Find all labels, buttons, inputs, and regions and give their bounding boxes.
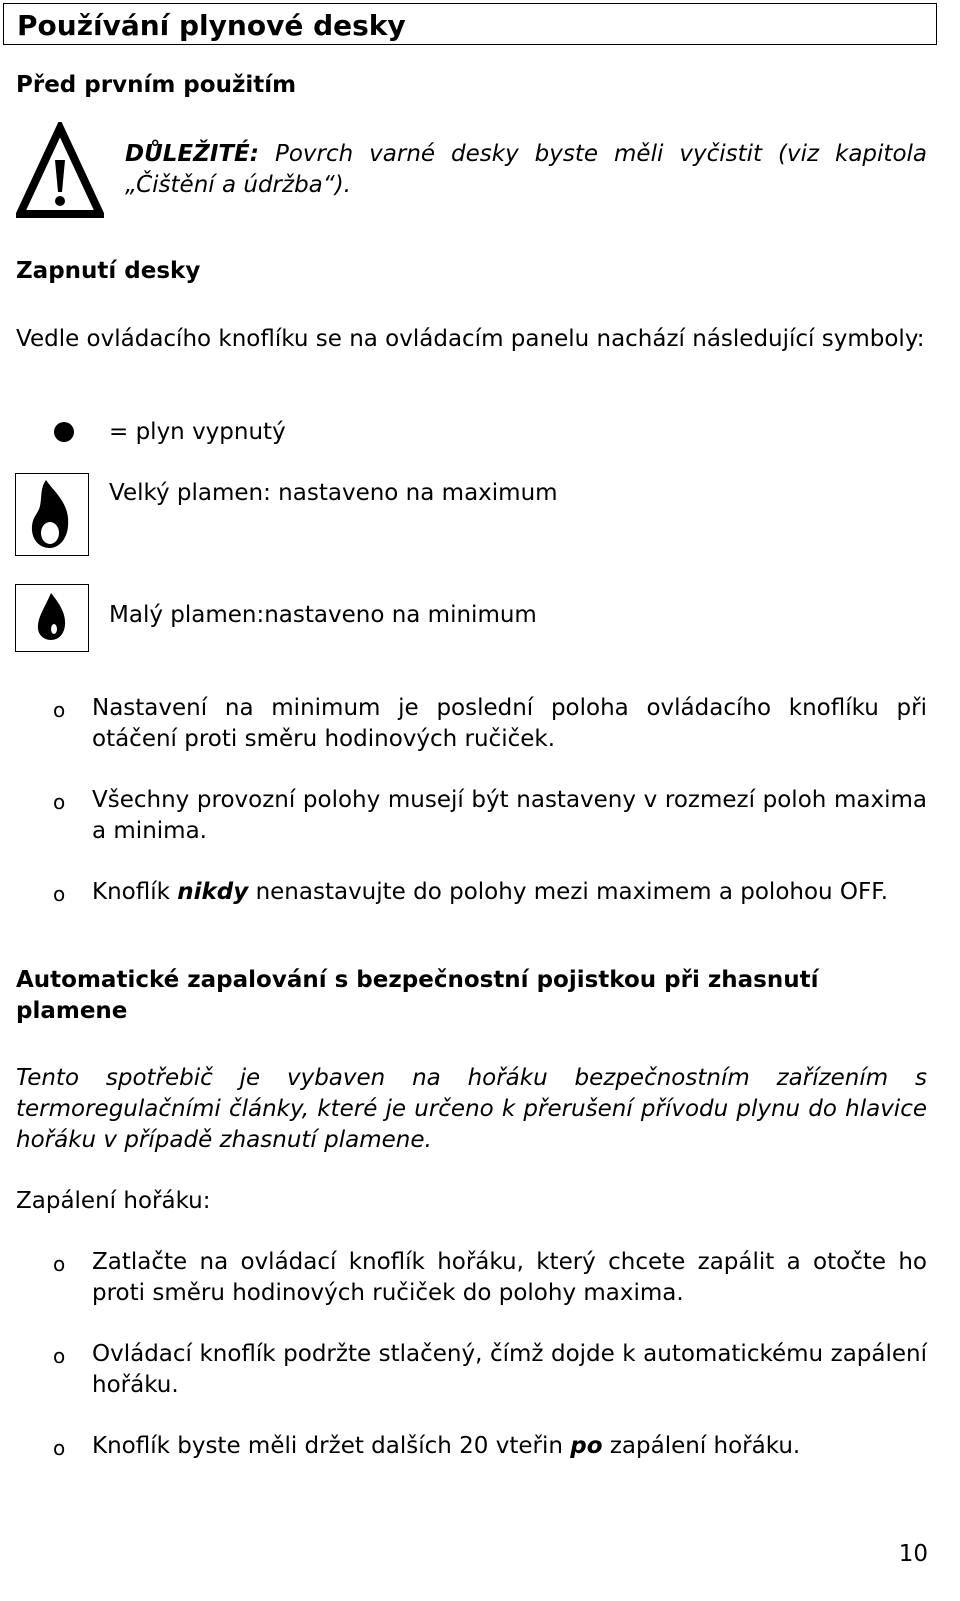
- large-flame-icon: [15, 473, 89, 556]
- section-heading-auto-ignition: Automatické zapalování s bezpečnostní pojistkou při zhasnutí plamene: [16, 967, 819, 1024]
- filled-circle-icon: [53, 421, 75, 443]
- safety-device-description: Tento spotřebič je vybaven na hořáku bezpečnostním zařízením s termoregulačními články, které je určeno k přerušení přívodu plynu do hlavice hořáku v případě zhasnutí plamene.: [16, 1065, 927, 1153]
- bullet-text-push-knob: Zatlačte na ovládací knoflík hořáku, který chcete zapálit a otočte ho proti směru hodinových ručiček do polohy maxima.: [92, 1249, 927, 1306]
- bullet-text-part: Knoflík: [92, 879, 170, 905]
- symbol-label-small-flame: Malý plamen:nastaveno na minimum: [109, 602, 537, 628]
- warning-icon: [16, 122, 104, 220]
- bullet-text-never-set: [92, 877, 927, 908]
- symbol-label-large-flame: Velký plamen: nastaveno na maximum: [109, 480, 558, 506]
- bullet-marker: o: [53, 1252, 66, 1276]
- small-flame-icon: [15, 584, 89, 652]
- bullet-text-part: Knoflík byste měli držet dalších 20 vteřin: [92, 1433, 563, 1459]
- symbols-intro: Vedle ovládacího knoflíku se na ovládacím panelu nachází následující symboly:: [16, 326, 925, 352]
- warning-note: [125, 139, 927, 201]
- warning-label: DŮLEŽITÉ:: [125, 141, 259, 167]
- bullet-text-part: zapálení hořáku.: [609, 1433, 801, 1459]
- bullet-text-hold-knob: Ovládací knoflík podržte stlačený, čímž dojde k automatickému zapálení hořáku.: [92, 1341, 927, 1398]
- bullet-text-operating-positions: Všechny provozní polohy musejí být nastaveny v rozmezí poloh maxima a minima.: [92, 787, 927, 844]
- page-title: Používání plynové desky: [17, 9, 406, 42]
- bullet-text-hold-20-seconds: [92, 1431, 927, 1462]
- warning-text: Povrch varné desky byste měli vyčistit (viz kapitola „Čištění a údržba“).: [125, 141, 927, 198]
- bullet-marker: o: [53, 790, 66, 814]
- subheading-burner-ignition: Zapálení hořáku:: [16, 1188, 211, 1214]
- emphasis-never: nikdy: [177, 879, 249, 905]
- bullet-marker: o: [53, 882, 66, 906]
- emphasis-after: po: [570, 1433, 603, 1459]
- symbol-label-gas-off: = plyn vypnutý: [109, 419, 286, 445]
- title-box: [3, 3, 937, 45]
- bullet-marker: o: [53, 1344, 66, 1368]
- bullet-marker: o: [53, 1436, 66, 1460]
- section-heading-turning-on: Zapnutí desky: [16, 258, 201, 284]
- bullet-text-part: nenastavujte do polohy mezi maximem a polohou OFF.: [255, 879, 889, 905]
- bullet-marker: o: [53, 698, 66, 722]
- section-heading-before-first-use: Před prvním použitím: [16, 72, 297, 98]
- page-number: 10: [898, 1541, 928, 1567]
- bullet-text-minimum-position: Nastavení na minimum je poslední poloha ovládacího knoflíku při otáčení proti směru hodinových ručiček.: [92, 695, 927, 752]
